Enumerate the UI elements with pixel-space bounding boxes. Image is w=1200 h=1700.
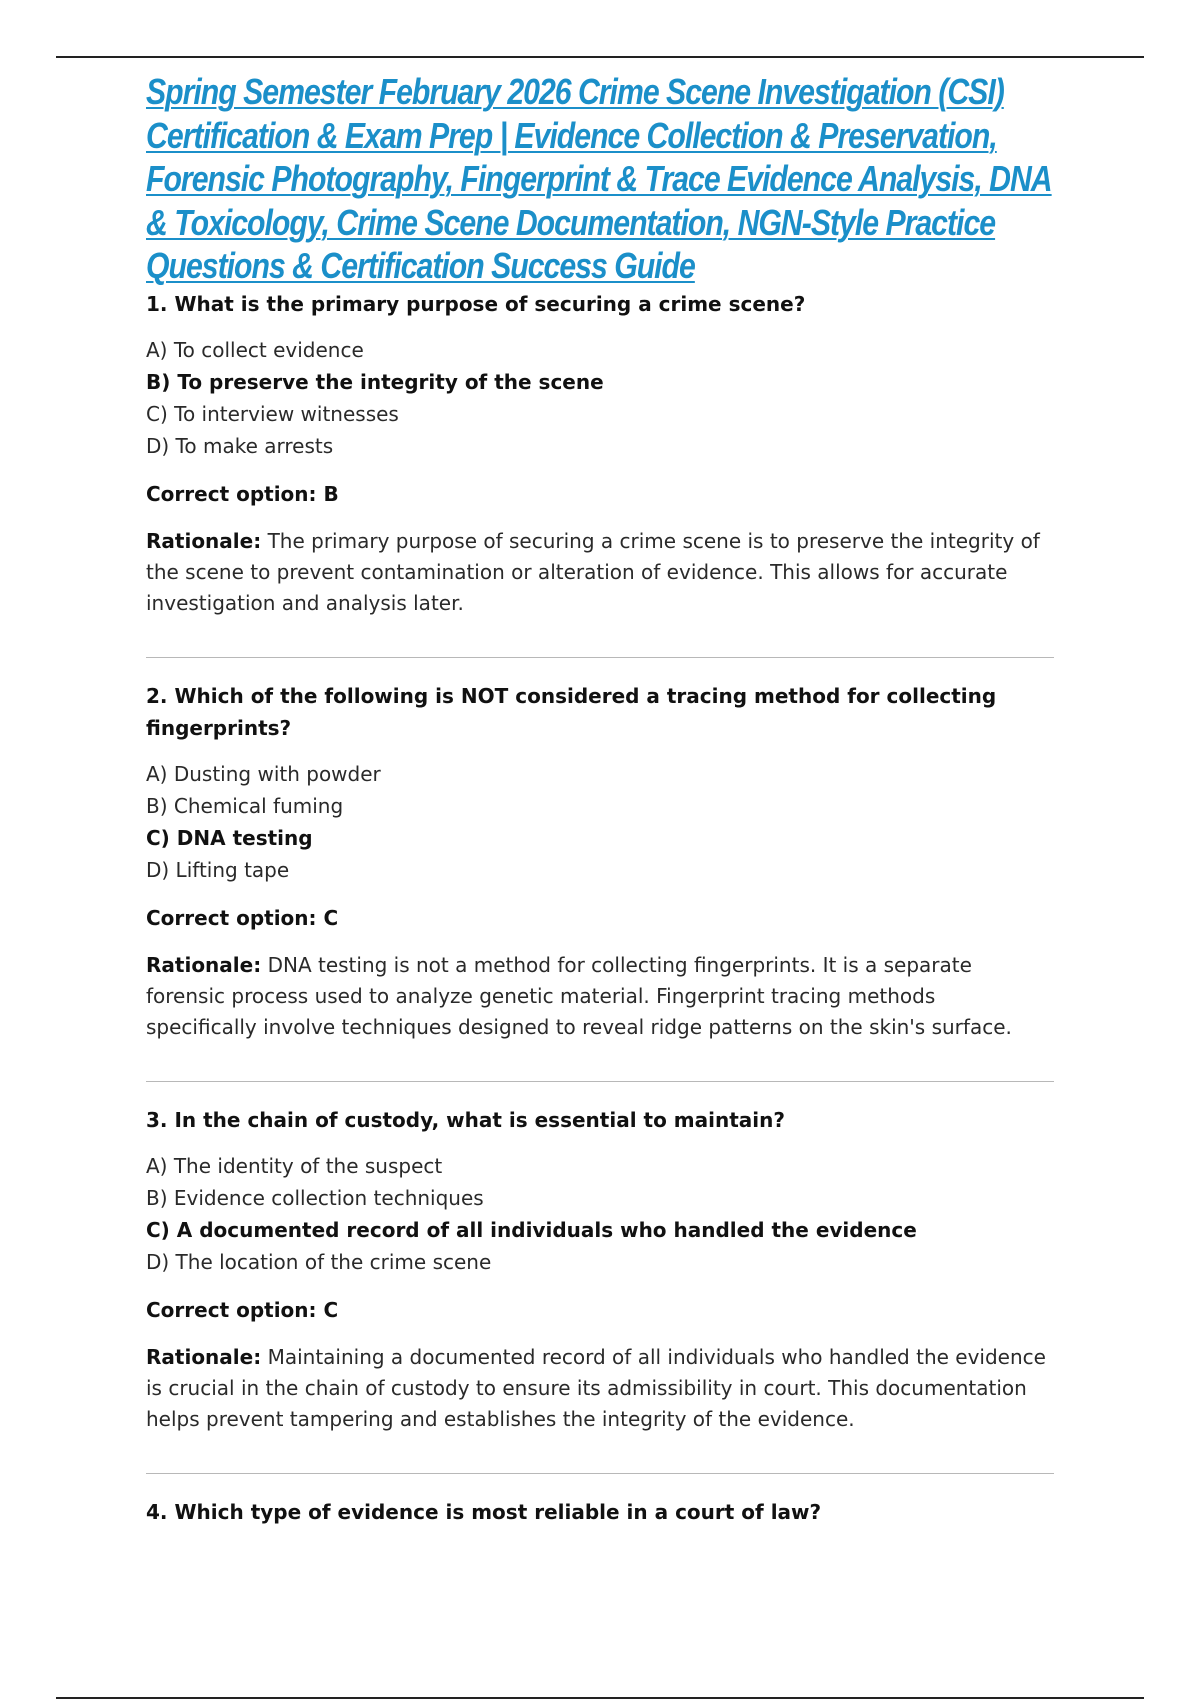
rationale-text: DNA testing is not a method for collecting fingerprints. It is a separate forensic process used to analyze genetic material. Fingerprint tracing methods specifically involve techniques designed to reveal ridge patterns on the skin's surface. [146,952,1012,1039]
question-block-4 [146,1496,1056,1528]
correct-option-label: Correct option: [146,905,324,930]
options-list [146,334,1056,462]
correct-option-value: C [323,905,339,930]
option-a: A) To collect evidence [146,337,364,362]
option-a: A) The identity of the suspect [146,1153,443,1178]
correct-option-label: Correct option: [146,1297,324,1322]
option-b: B) Evidence collection techniques [146,1185,484,1210]
option-a: A) Dusting with powder [146,761,381,786]
section-divider [146,1081,1054,1082]
correct-option-label: Correct option: [146,481,324,506]
rationale [146,1342,1046,1435]
option-c-correct: C) A documented record of all individuals who handled the evidence [146,1217,917,1242]
rationale-label: Rationale: [146,952,262,977]
bottom-page-rule [56,1697,1144,1699]
question-text: 2. Which of the following is NOT considered a tracing method for collecting fingerprints? [146,683,997,740]
rationale-label: Rationale: [146,1344,262,1369]
section-divider [146,1473,1054,1474]
question-block-2 [146,680,1056,1082]
correct-option [146,478,1056,510]
correct-option [146,902,1056,934]
question-block-3 [146,1104,1056,1474]
document-title: Spring Semester February 2026 Crime Scene Investigation (CSI) Certification & Exam Prep | Evidence Collection & Preservation, Forensic Photography, Fingerprint & Trace Evidence Analysis, DNA & Toxicology, Crime Scene Documentation, NGN-Style Practice Questions & Certification Success Guide [146,71,1052,286]
section-divider [146,657,1054,658]
document-body [146,70,1056,1528]
option-b: B) Chemical fuming [146,793,344,818]
question-text: 4. Which type of evidence is most reliable in a court of law? [146,1499,822,1524]
rationale-label: Rationale: [146,528,262,553]
option-d: D) The location of the crime scene [146,1249,492,1274]
rationale [146,950,1046,1043]
correct-option [146,1294,1056,1326]
rationale [146,526,1046,619]
correct-option-value: B [323,481,339,506]
question-text: 1. What is the primary purpose of securing a crime scene? [146,291,806,316]
question-block-1 [146,288,1056,658]
correct-option-value: C [323,1297,339,1322]
options-list [146,758,1056,886]
question-text: 3. In the chain of custody, what is essential to maintain? [146,1107,785,1132]
top-page-rule [56,56,1144,58]
option-d: D) Lifting tape [146,857,290,882]
rationale-text: Maintaining a documented record of all individuals who handled the evidence is crucial in the chain of custody to ensure its admissibility in court. This documentation helps prevent tampering and establishes the integrity of the evidence. [146,1344,1046,1431]
option-d: D) To make arrests [146,433,334,458]
rationale-text: The primary purpose of securing a crime scene is to preserve the integrity of the scene to prevent contamination or alteration of evidence. This allows for accurate investigation and analysis later. [146,528,1040,615]
option-c: C) To interview witnesses [146,401,399,426]
options-list [146,1150,1056,1278]
option-b-correct: B) To preserve the integrity of the scene [146,369,604,394]
option-c-correct: C) DNA testing [146,825,313,850]
